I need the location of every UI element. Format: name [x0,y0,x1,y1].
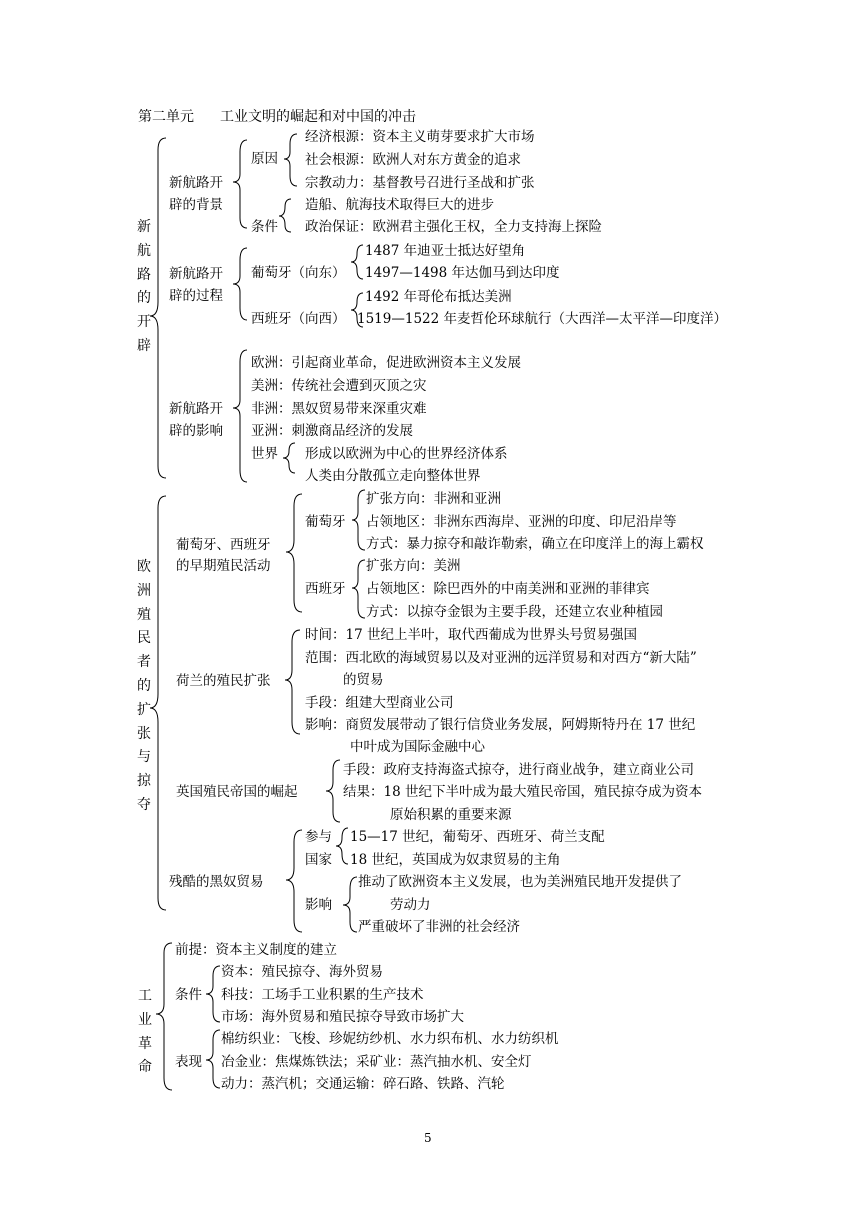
page-number: 5 [424,1131,432,1145]
bg-cond-item: 政治保证：欧洲君主强化王权，全力支持海上探险 [305,219,602,235]
holland-effect-cont: 中叶成为国际金融中心 [350,739,485,755]
brace-s1 [150,138,166,478]
early-portugal-item: 扩张方向：非洲和亚洲 [366,491,501,507]
britain-label: 英国殖民帝国的崛起 [176,784,298,800]
s3-show-item: 冶金业：焦煤炼铁法；采矿业：蒸汽抽水机、安全灯 [221,1054,532,1070]
proc-portugal-item: 1487 年迪亚士抵达好望角 [365,243,526,259]
bg-cond-label: 条件 [251,219,278,235]
brace-early [286,494,302,612]
slave-effect-item: 推动了欧洲资本主义发展，也为美洲殖民地开发提供了 [358,874,682,890]
unit-label: 第二单元 [138,109,194,125]
proc-spain-item: 1492 年哥伦布抵达美洲 [365,289,512,305]
section3-label: 工业革命 [138,988,152,1076]
brace-s3-show [206,1030,220,1088]
section2-label: 欧洲殖民者的扩张与掠夺 [137,559,151,813]
early-label-2: 的早期殖民活动 [176,558,271,574]
early-spain-label: 西班牙 [305,581,346,597]
slave-label: 残酷的黑奴贸易 [169,874,264,890]
bg-label-2: 辟的背景 [169,197,223,213]
slave-effect-label: 影响 [305,897,332,913]
slave-effect-item: 严重破坏了非洲的社会经济 [358,919,520,935]
brace-world [283,443,295,473]
proc-spain-label: 西班牙（向西） [251,311,346,327]
s3-show-label: 表现 [175,1054,202,1070]
brace-bg [233,140,247,228]
s3-show-item: 动力：蒸汽机；交通运输：碎石路、铁路、汽轮 [221,1076,505,1092]
britain-means: 手段：政府支持海盗式掠夺，进行商业战争，建立商业公司 [343,762,694,778]
early-spain-item: 扩张方向：美洲 [366,558,461,574]
s3-cond-label: 条件 [175,987,202,1003]
proc-portugal-item: 1497—1498 年达伽马到达印度 [365,265,560,281]
brace-britain [326,760,340,822]
impact-item: 欧洲：引起商业革命，促进欧洲资本主义发展 [251,355,521,371]
bg-cause-label: 原因 [251,151,278,167]
early-spain-item: 方式：以掠夺金银为主要手段，还建立农业种植园 [366,604,663,620]
unit-title: 工业文明的崛起和对中国的冲击 [220,109,416,125]
s3-show-item: 棉纺织业：飞梭、珍妮纺纱机、水力织布机、水力纺织机 [221,1031,559,1047]
impact-item: 非洲：黑奴贸易带来深重灾难 [251,401,427,417]
brace-s3-cond [206,966,220,1022]
britain-result: 结果：18 世纪下半叶成为最大殖民帝国，殖民掠夺成为资本 [343,784,702,800]
holland-scope-cont: 的贸易 [343,672,384,688]
bg-cause-item: 社会根源：欧洲人对东方黄金的追求 [305,152,521,168]
proc-spain-item: 1519—1522 年麦哲伦环球航行（大西洋—太平洋—印度洋） [357,311,728,327]
brace-ept [352,490,365,550]
bg-label-1: 新航路开 [169,175,223,191]
proc-portugal-label: 葡萄牙（向东） [251,265,346,281]
bg-cause-item: 宗教动力：基督教号召进行圣战和扩张 [305,175,535,191]
holland-effect: 影响：商贸发展带动了银行信贷业务发展，阿姆斯特丹在 17 世纪 [305,717,696,733]
early-portugal-label: 葡萄牙 [305,514,346,530]
bg-cause-item: 经济根源：资本主义萌芽要求扩大市场 [305,129,535,145]
impact-item: 美洲：传统社会遭到灭顶之灾 [251,378,427,394]
slave-countries-item: 15—17 世纪，葡萄牙、西班牙、荷兰支配 [350,829,605,845]
impact-label-2: 辟的影响 [169,423,223,439]
brace-slave-effect [343,877,357,932]
holland-time: 时间：17 世纪上半叶，取代西葡成为世界头号贸易强国 [305,627,637,643]
slave-countries-item: 18 世纪，英国成为奴隶贸易的主角 [350,852,561,868]
slave-countries-label-2: 国家 [305,852,332,868]
brace-impact [233,350,247,482]
holland-label: 荷兰的殖民扩张 [176,673,271,689]
s3-premise: 前提：资本主义制度的建立 [175,942,337,958]
impact-label-1: 新航路开 [169,401,223,417]
impact-item: 亚洲：刺激商品经济的发展 [251,423,413,439]
slave-effect-item-cont: 劳动力 [390,897,431,913]
brace-s3 [156,943,172,1090]
proc-label-1: 新航路开 [169,266,223,282]
s3-cond-item: 资本：殖民掠夺、海外贸易 [221,964,383,980]
early-portugal-item: 方式：暴力掠夺和敲诈勒索，确立在印度洋上的海上霸权 [366,536,704,552]
brace-holland [285,630,300,734]
s3-cond-item: 市场：海外贸易和殖民掠夺导致市场扩大 [221,1009,464,1025]
s3-cond-item: 科技：工场手工业积累的生产技术 [221,987,424,1003]
britain-result-cont: 原始积累的重要来源 [390,807,512,823]
early-spain-item: 占领地区：除巴西外的中南美洲和亚洲的菲律宾 [366,581,650,597]
brace-ees [352,560,365,618]
impact-world-item: 人类由分散孤立走向整体世界 [305,468,481,484]
impact-world-label: 世界 [251,446,278,462]
impact-world-item: 形成以欧洲为中心的世界经济体系 [305,446,508,462]
brace-countries [336,828,348,864]
brace-s2 [150,496,166,910]
brace-cond [279,199,291,232]
proc-label-2: 辟的过程 [169,288,223,304]
holland-scope: 范围：西北欧的海域贸易以及对亚洲的远洋贸易和对西方“新大陆” [305,650,697,666]
holland-means: 手段：组建大型商业公司 [305,695,454,711]
bg-cond-item: 造船、航海技术取得巨大的进步 [305,197,494,213]
brace-slave [286,830,302,932]
brace-cause [284,134,297,186]
section1-label: 新航路的开辟 [137,219,151,354]
brace-proc [233,248,247,320]
slave-countries-label-1: 参与 [305,829,332,845]
early-portugal-item: 占领地区：非洲东西海岸、亚洲的印度、印尼沿岸等 [366,514,677,530]
brace-pt [351,245,363,279]
early-label-1: 葡萄牙、西班牙 [176,537,271,553]
